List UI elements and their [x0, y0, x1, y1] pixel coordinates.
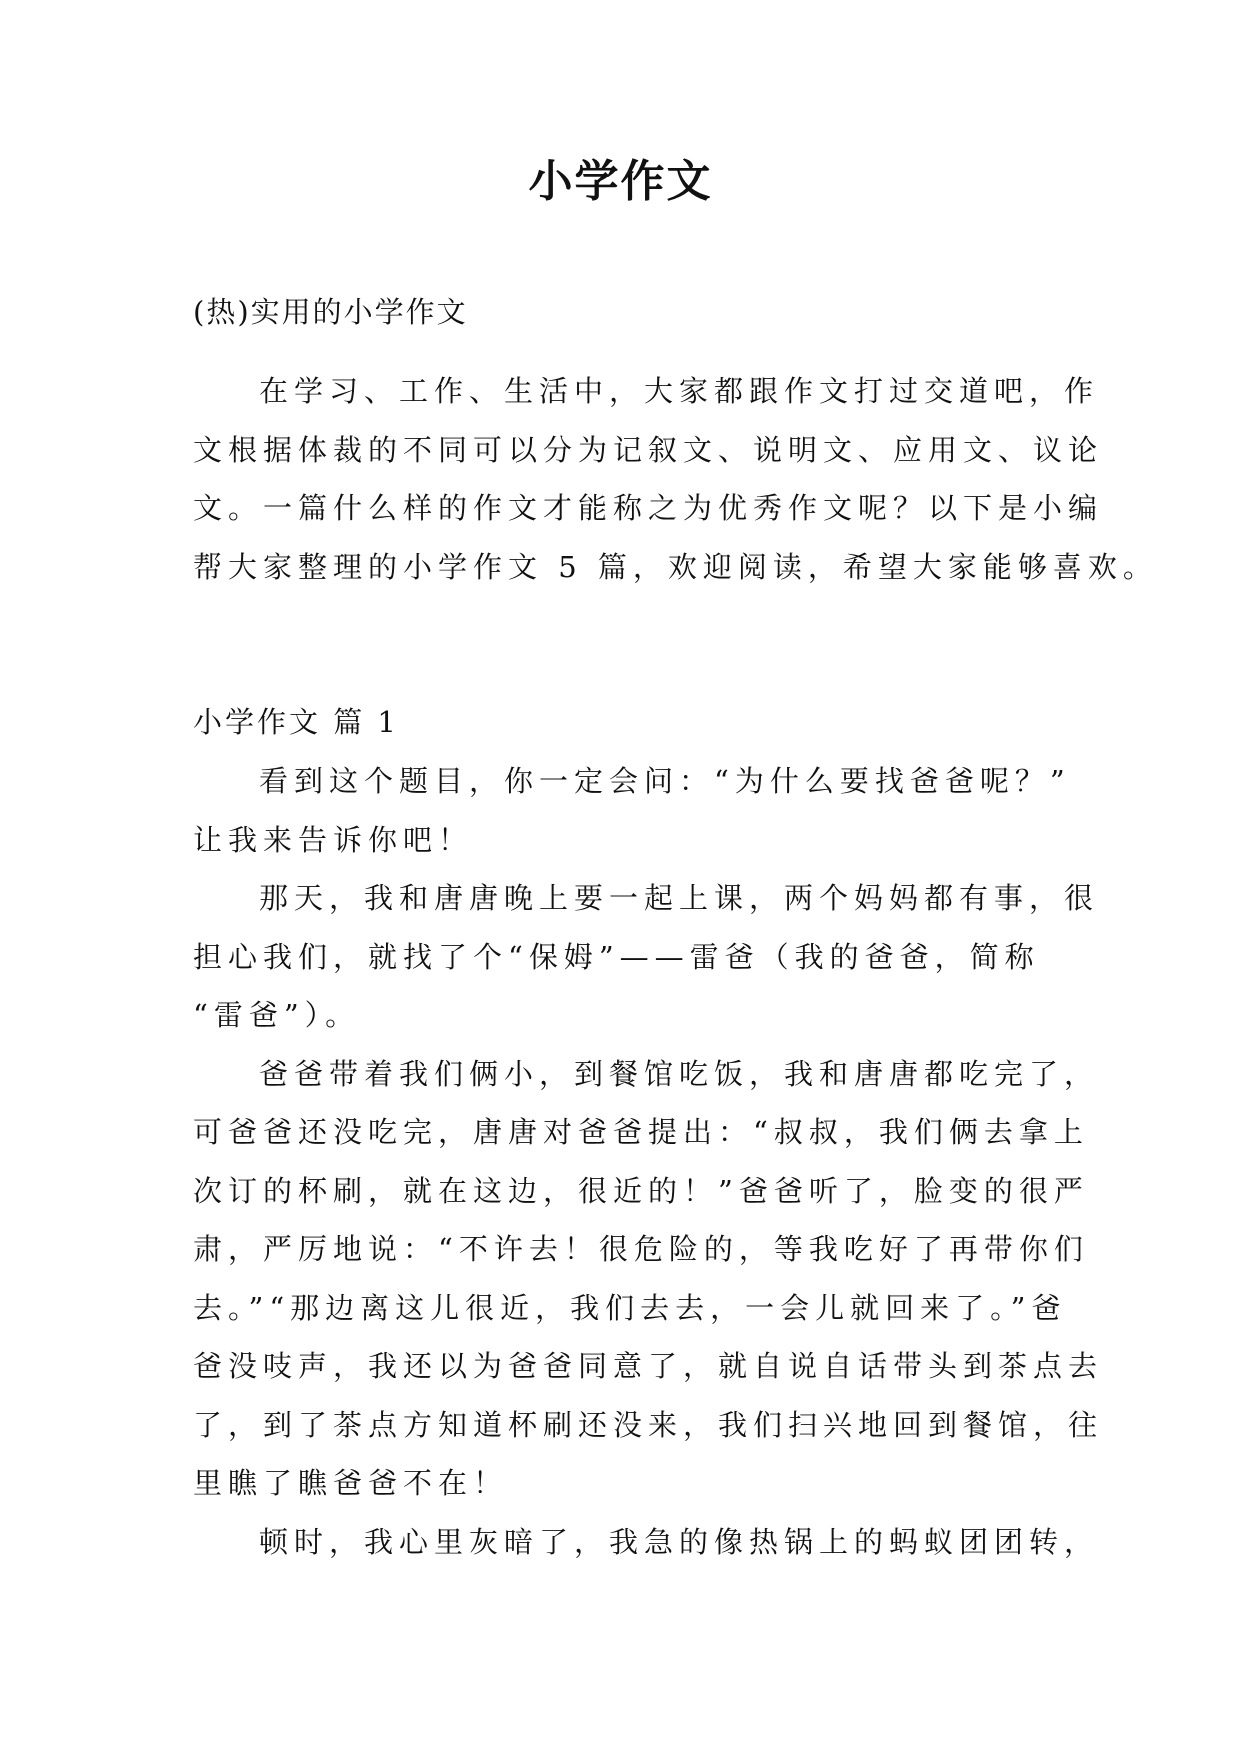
- intro-line: 文根据体裁的不同可以分为记叙文、说明文、应用文、议论: [193, 432, 1104, 467]
- body-line: 看到这个题目，你一定会问：“为什么要找爸爸呢？”: [259, 764, 1071, 798]
- body-line: 次订的杯刷，就在这边，很近的！”爸爸听了，脸变的很严: [193, 1173, 1089, 1208]
- body-line: 爸没吱声，我还以为爸爸同意了，就自说自话带头到茶点去: [193, 1349, 1104, 1383]
- essay-body: [193, 752, 1104, 1571]
- body-line: 那天，我和唐唐晚上要一起上课，两个妈妈都有事，很: [259, 881, 1100, 915]
- body-line: 顿时，我心里灰暗了，我急的像热锅上的蚂蚁团团转，: [259, 1524, 1100, 1559]
- intro-paragraph: [193, 362, 1158, 596]
- body-line: 了，到了茶点方知道杯刷还没来，我们扫兴地回到餐馆，往: [193, 1407, 1104, 1442]
- document-subtitle: (热)实用的小学作文: [193, 295, 468, 329]
- intro-line: 文。一篇什么样的作文才能称之为优秀作文呢？以下是小编: [193, 491, 1104, 525]
- body-line: 里瞧了瞧爸爸不在！: [193, 1466, 509, 1500]
- body-line: 让我来告诉你吧！: [193, 822, 474, 857]
- intro-line: 在学习、工作、生活中，大家都跟作文打过交道吧，作: [259, 374, 1100, 408]
- body-line: “雷爸”）。: [193, 998, 361, 1032]
- body-line: 可爸爸还没吃完，唐唐对爸爸提出：“叔叔，我们俩去拿上: [193, 1115, 1089, 1149]
- body-line: 担心我们，就找了个“保姆”——雷爸（我的爸爸，简称: [193, 939, 1040, 974]
- body-line: 爸爸带着我们俩小，到餐馆吃饭，我和唐唐都吃完了，: [259, 1056, 1100, 1091]
- section-heading: 小学作文 篇 1: [193, 705, 399, 739]
- intro-line: 帮大家整理的小学作文 5 篇，欢迎阅读，希望大家能够喜欢。: [193, 549, 1158, 584]
- body-line: 肃，严厉地说：“不许去！很危险的，等我吃好了再带你们: [193, 1232, 1089, 1266]
- document-title: 小学作文: [528, 156, 713, 207]
- body-line: 去。”“那边离这儿很近，我们去去，一会儿就回来了。”爸: [193, 1290, 1067, 1325]
